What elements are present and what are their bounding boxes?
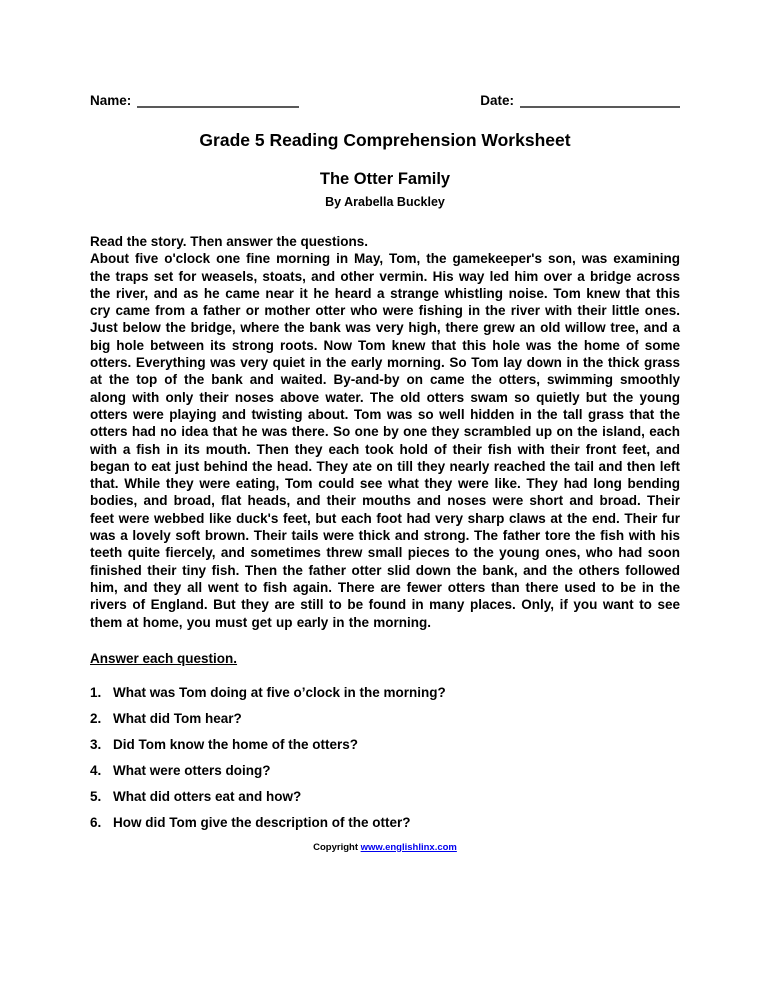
question-number: 2. <box>90 710 102 726</box>
date-field <box>480 92 680 108</box>
questions-list <box>90 686 680 831</box>
name-label: Name: <box>90 93 132 108</box>
question-text: Did Tom know the home of the otters? <box>113 736 358 752</box>
copyright-link[interactable]: www.englishlinx.com <box>360 841 457 853</box>
question-item <box>90 738 680 753</box>
question-number: 3. <box>90 736 102 752</box>
story-text: About five o'clock one fine morning in May, Tom, the gamekeeper's son, was examining the traps set for weasels, stoats, and other vermin. His way led him over a bridge across the river, and as he came near it he heard a strange whistling noise. Tom knew that this cry came from a father or mother otter who were fishing in the river with their little ones. Just below the bridge, where the bank was very high, there grew an old willow tree, and a big hole between its strong roots. Now Tom knew that this hole was the home of some otters. Everything was very quiet in the early morning. So Tom lay down in the thick grass at the top of the bank and waited. By-and-by on came the otters, swimming smoothly along with only their noses above water. The old otters swam so quietly but the young otters were playing and twisting about. Tom was so well hidden in the tall grass that the otters had no idea that he was there. So one by one they scrambled up on the island, each with a fish in its mouth. Then they each took hold of their fish with their front feet, and began to eat just behind the head. They ate on till they nearly reached the tail and then left that. While they were eating, Tom could see what they were like. They had long bending bodies, and broad, flat heads, and their mouths and noses were short and broad. Their feet were webbed like duck's feet, but each foot had very sharp claws at the end. Their fur was a lovely soft brown. Their tails were thick and strong. The father tore the fish with his teeth quite fiercely, and sometimes threw small pieces to the young ones, who had soon finished their tiny fish. Then the father otter slid down the bank, and the others followed him, and they all went to fish again. There are fewer otters than there used to be in the rivers of England. But they are still to be found in many places. Only, if you want to see them at home, you must get up early in the morning. <box>90 251 680 630</box>
copyright-label: Copyright <box>313 841 358 853</box>
question-item <box>90 686 680 701</box>
copyright-footer <box>90 842 680 853</box>
story-title: The Otter Family <box>319 170 451 188</box>
question-number: 5. <box>90 788 102 804</box>
question-text: What were otters doing? <box>113 762 271 778</box>
question-item <box>90 712 680 727</box>
name-blank-line <box>137 92 299 108</box>
question-text: What did otters eat and how? <box>113 788 302 804</box>
worksheet-title: Grade 5 Reading Comprehension Worksheet <box>199 130 571 150</box>
instructions-text: Read the story. Then answer the questions. <box>90 234 369 249</box>
date-label: Date: <box>480 93 514 108</box>
name-field <box>90 92 299 108</box>
question-number: 4. <box>90 762 102 778</box>
question-text: How did Tom give the description of the otter? <box>113 814 411 830</box>
question-number: 6. <box>90 814 102 830</box>
question-item <box>90 764 680 779</box>
question-item <box>90 816 680 831</box>
question-text: What did Tom hear? <box>113 710 242 726</box>
question-number: 1. <box>90 684 102 700</box>
name-date-row <box>90 0 680 108</box>
questions-heading: Answer each question. <box>90 650 238 666</box>
question-text: What was Tom doing at five o’clock in the morning? <box>113 684 446 700</box>
question-item <box>90 790 680 805</box>
story-byline: By Arabella Buckley <box>325 195 445 209</box>
date-blank-line <box>520 92 680 108</box>
